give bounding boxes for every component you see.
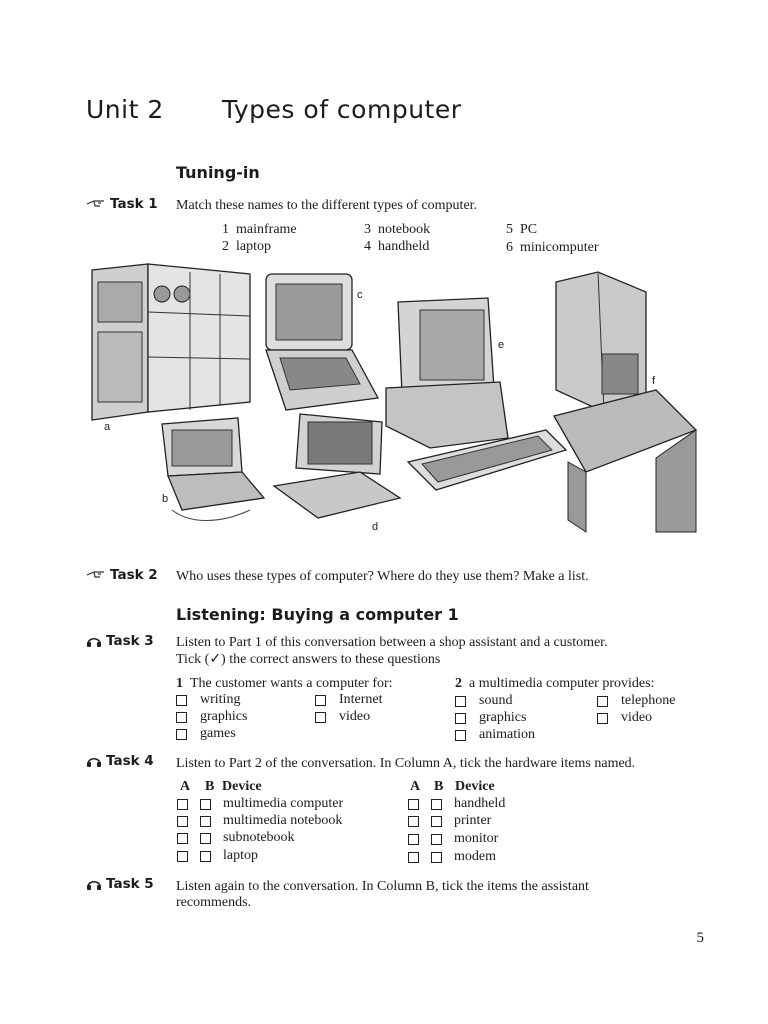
device-row-multimedia-computer: multimedia computer [177, 796, 343, 812]
checkbox[interactable] [455, 696, 466, 707]
col-header-a-left: A [180, 779, 191, 794]
question-1: 1 The customer wants a computer for: [176, 676, 393, 691]
checkbox[interactable] [455, 730, 466, 741]
q1-option-video: video [315, 709, 370, 725]
checkbox-b[interactable] [200, 816, 211, 827]
figure-label-e: e [498, 339, 505, 351]
col-header-device-left: Device [222, 779, 262, 794]
checkbox[interactable] [176, 695, 187, 706]
headphones-icon [86, 634, 102, 648]
checkbox-a[interactable] [177, 833, 188, 844]
task-2-instruction: Who uses these types of computer? Where do they use them? Make a list. [176, 569, 589, 584]
task-5-line-1: Listen again to the conversation. In Column B, tick the items the assistant [176, 879, 589, 894]
checkbox-a[interactable] [177, 816, 188, 827]
checkbox-a[interactable] [177, 799, 188, 810]
task-2-label: Task 2 [86, 567, 158, 583]
name-item-5: 5 PC [506, 222, 538, 237]
q2-option-video: video [597, 710, 652, 726]
checkbox[interactable] [597, 713, 608, 724]
checkbox-b[interactable] [431, 852, 442, 863]
unit-title: Types of computer [222, 95, 462, 124]
task-4-instruction: Listen to Part 2 of the conversation. In Column A, tick the hardware items named. [176, 756, 636, 771]
q2-option-graphics: graphics [455, 710, 526, 726]
task-3-line-1: Listen to Part 1 of this conversation between a shop assistant and a customer. [176, 635, 608, 650]
name-item-1: 1 mainframe [222, 222, 297, 237]
q2-option-animation: animation [455, 727, 535, 743]
checkbox-a[interactable] [408, 852, 419, 863]
checkbox-a[interactable] [408, 834, 419, 845]
notebook-drawing [274, 414, 400, 518]
name-item-3: 3 notebook [364, 222, 431, 237]
section-heading-tuning-in: Tuning-in [176, 163, 260, 182]
checkbox-a[interactable] [408, 799, 419, 810]
pc-drawing [386, 298, 566, 490]
checkbox-a[interactable] [177, 851, 188, 862]
name-item-6: 6 minicomputer [506, 240, 599, 255]
q2-option-sound: sound [455, 693, 512, 709]
q1-option-graphics: graphics [176, 709, 247, 725]
q1-option-games: games [176, 726, 236, 742]
device-row-handheld: handheld [408, 796, 505, 812]
device-row-multimedia-notebook: multimedia notebook [177, 813, 342, 829]
question-2: 2 a multimedia computer provides: [455, 676, 655, 691]
col-header-b-left: B [205, 779, 215, 794]
checkbox[interactable] [455, 713, 466, 724]
task-1-instruction: Match these names to the different types of computer. [176, 198, 478, 213]
figure-label-a: a [104, 421, 111, 433]
device-row-monitor: monitor [408, 831, 498, 847]
checkbox-b[interactable] [200, 851, 211, 862]
col-header-a-right: A [410, 779, 421, 794]
figure-label-d: d [372, 521, 379, 533]
device-row-laptop: laptop [177, 848, 258, 864]
checkbox[interactable] [597, 696, 608, 707]
device-row-printer: printer [408, 813, 491, 829]
q1-option-writing: writing [176, 692, 240, 708]
q2-option-telephone: telephone [597, 693, 675, 709]
task-3-line-2: Tick (✓) the correct answers to these questions [176, 652, 441, 667]
checkbox[interactable] [315, 695, 326, 706]
task-1-label: Task 1 [86, 196, 158, 212]
task-5-label: Task 5 [86, 876, 154, 892]
device-row-modem: modem [408, 849, 496, 865]
computer-types-illustration [90, 262, 700, 542]
handheld-drawing [162, 418, 264, 521]
task-4-label: Task 4 [86, 753, 154, 769]
figure-label-f: f [652, 375, 656, 387]
minicomputer-drawing [554, 272, 696, 532]
checkbox-a[interactable] [408, 816, 419, 827]
pointing-hand-icon [86, 569, 106, 581]
headphones-icon [86, 877, 102, 891]
checkbox[interactable] [176, 712, 187, 723]
figure-label-b: b [162, 493, 169, 505]
checkbox-b[interactable] [200, 833, 211, 844]
section-heading-listening: Listening: Buying a computer 1 [176, 605, 459, 624]
col-header-device-right: Device [455, 779, 495, 794]
task-5-line-2: recommends. [176, 895, 252, 910]
checkbox[interactable] [315, 712, 326, 723]
checkbox-b[interactable] [200, 799, 211, 810]
name-item-4: 4 handheld [364, 239, 430, 254]
device-row-subnotebook: subnotebook [177, 830, 295, 846]
checkbox-b[interactable] [431, 834, 442, 845]
checkbox[interactable] [176, 729, 187, 740]
pointing-hand-icon [86, 198, 106, 210]
checkbox-b[interactable] [431, 816, 442, 827]
q1-option-internet: Internet [315, 692, 383, 708]
page-number: 5 [696, 930, 704, 946]
col-header-b-right: B [434, 779, 444, 794]
figure-label-c: c [357, 289, 363, 301]
headphones-icon [86, 754, 102, 768]
mainframe-drawing [92, 264, 250, 420]
checkbox-b[interactable] [431, 799, 442, 810]
name-item-2: 2 laptop [222, 239, 271, 254]
unit-number: Unit 2 [86, 95, 164, 124]
task-3-label: Task 3 [86, 633, 154, 649]
